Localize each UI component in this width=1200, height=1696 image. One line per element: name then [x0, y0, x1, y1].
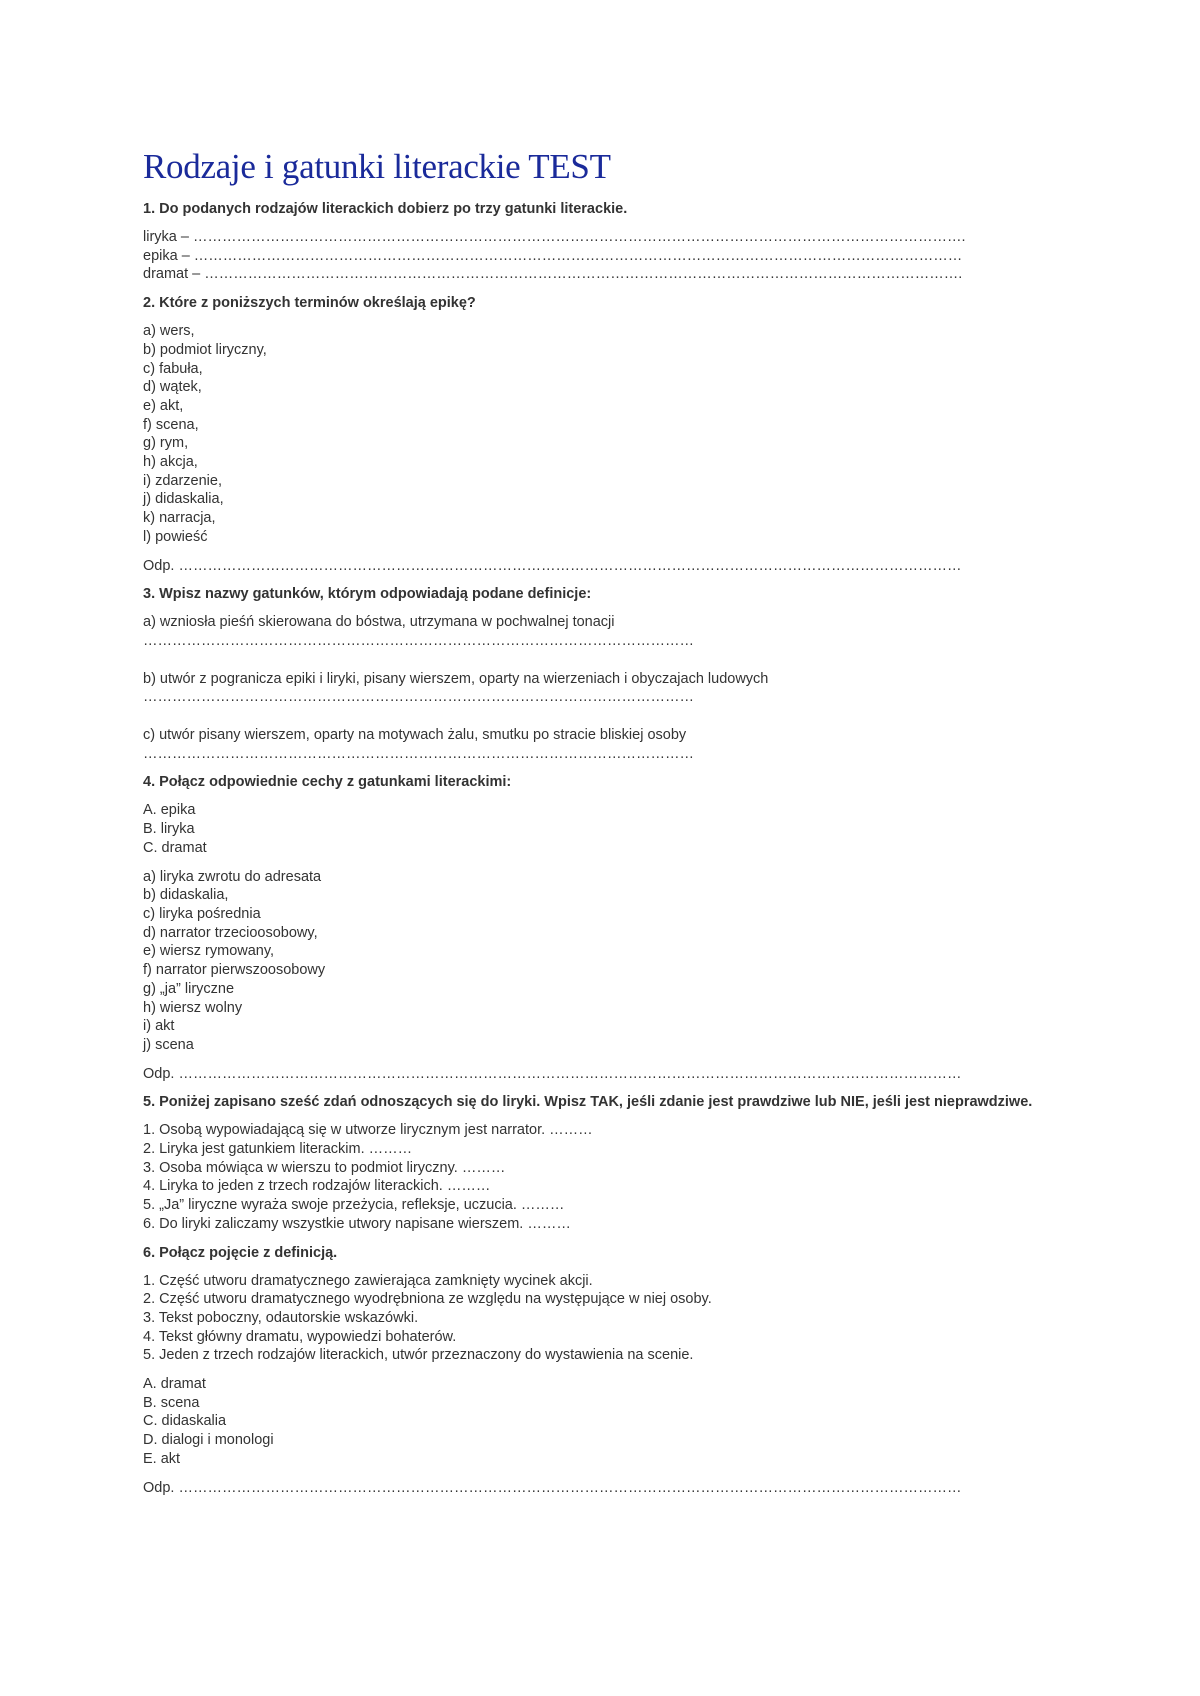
- question-4-features: [143, 868, 1043, 1055]
- feature-item: i) akt: [143, 1018, 175, 1035]
- sentence-item: 5. „Ja” liryczne wyraża swoje przeżycia, refleksje, uczucia. ………: [143, 1197, 565, 1214]
- answer-line: ……………………………………………………………………………………………………: [143, 632, 694, 649]
- kind-item: B. liryka: [143, 821, 195, 838]
- option-item: l) powieść: [143, 528, 208, 545]
- answer-line: ……………………………………………………………………………………………………: [143, 689, 694, 706]
- sentence-item: 4. Liryka to jeden z trzech rodzajów literackich. ………: [143, 1178, 491, 1195]
- answer-line: Odp. ………………………………………………………………………………………………………………………………………………: [143, 1479, 962, 1496]
- answer-line-dramat: dramat – ………………………………………………………………………………………………………………………………………….: [143, 266, 963, 283]
- option-item: d) wątek,: [143, 379, 202, 396]
- question-6-answer: [143, 1479, 1043, 1498]
- feature-item: a) liryka zwrotu do adresata: [143, 868, 322, 885]
- sentence-item: 2. Liryka jest gatunkiem literackim. ………: [143, 1141, 413, 1158]
- question-3-item-a: [143, 613, 1043, 650]
- feature-item: e) wiersz rymowany,: [143, 943, 275, 960]
- term-item: D. dialogi i monologi: [143, 1432, 274, 1449]
- question-3-heading: 3. Wpisz nazwy gatunków, którym odpowiadają podane definicje:: [143, 586, 592, 603]
- feature-item: c) liryka pośrednia: [143, 905, 261, 922]
- term-item: B. scena: [143, 1394, 200, 1411]
- question-3-item-b: [143, 670, 1043, 707]
- definition-text: c) utwór pisany wierszem, oparty na motywach żalu, smutku po stracie bliskiej osoby: [143, 727, 687, 744]
- question-4-answer: [143, 1065, 1043, 1084]
- feature-item: g) „ja” liryczne: [143, 980, 235, 997]
- feature-item: j) scena: [143, 1036, 194, 1053]
- answer-line: Odp. ………………………………………………………………………………………………………………………………………………: [143, 557, 962, 574]
- question-6-definitions: [143, 1272, 1043, 1366]
- answer-line: Odp. ………………………………………………………………………………………………………………………………………………: [143, 1065, 962, 1082]
- option-item: f) scena,: [143, 416, 199, 433]
- test-content: [143, 146, 1043, 1507]
- definition-item: 1. Część utworu dramatycznego zawierająca zamknięty wycinek akcji.: [143, 1272, 593, 1289]
- sentence-item: 6. Do liryki zaliczamy wszystkie utwory napisane wierszem. ………: [143, 1215, 571, 1232]
- option-item: j) didaskalia,: [143, 491, 224, 508]
- question-2-heading: 2. Które z poniższych terminów określają epikę?: [143, 295, 476, 312]
- option-item: a) wers,: [143, 323, 195, 340]
- question-1-lines: [143, 228, 1043, 284]
- term-item: A. dramat: [143, 1376, 206, 1393]
- option-item: g) rym,: [143, 435, 189, 452]
- feature-item: f) narrator pierwszoosobowy: [143, 962, 326, 979]
- question-6-terms: [143, 1375, 1043, 1469]
- question-5-sentences: [143, 1121, 1043, 1233]
- feature-item: h) wiersz wolny: [143, 999, 243, 1016]
- question-6-heading: 6. Połącz pojęcie z definicją.: [143, 1244, 338, 1261]
- question-4-kinds: [143, 801, 1043, 857]
- term-item: C. didaskalia: [143, 1413, 227, 1430]
- question-4-heading: 4. Połącz odpowiednie cechy z gatunkami literackimi:: [143, 774, 512, 791]
- sentence-item: 1. Osobą wypowiadającą się w utworze lirycznym jest narrator. ………: [143, 1122, 593, 1139]
- answer-line-epika: epika – ……………………………………………………………………………………………………………………………………………: [143, 247, 963, 264]
- definition-item: 5. Jeden z trzech rodzajów literackich, utwór przeznaczony do wystawienia na scenie.: [143, 1347, 694, 1364]
- kind-item: A. epika: [143, 802, 196, 819]
- question-2-answer: [143, 557, 1043, 576]
- definition-text: a) wzniosła pieśń skierowana do bóstwa, utrzymana w pochwalnej tonacji: [143, 614, 615, 631]
- option-item: b) podmiot liryczny,: [143, 341, 267, 358]
- question-5-heading: 5. Poniżej zapisano sześć zdań odnoszących się do liryki. Wpisz TAK, jeśli zdanie jest prawdziwe lub NIE, jeśli jest nieprawdziwe.: [143, 1094, 1033, 1111]
- option-item: c) fabuła,: [143, 360, 203, 377]
- option-item: k) narracja,: [143, 510, 216, 527]
- question-3-item-c: [143, 726, 1043, 763]
- definition-item: 4. Tekst główny dramatu, wypowiedzi bohaterów.: [143, 1328, 457, 1345]
- sentence-item: 3. Osoba mówiąca w wierszu to podmiot liryczny. ………: [143, 1159, 506, 1176]
- question-2-options: [143, 322, 1043, 546]
- feature-item: b) didaskalia,: [143, 887, 229, 904]
- definition-item: 3. Tekst poboczny, odautorskie wskazówki.: [143, 1309, 419, 1326]
- term-item: E. akt: [143, 1450, 181, 1467]
- definition-text: b) utwór z pogranicza epiki i liryki, pisany wierszem, oparty na wierzeniach i obyczajach ludowych: [143, 670, 769, 687]
- question-1-heading: 1. Do podanych rodzajów literackich dobierz po trzy gatunki literackie.: [143, 201, 628, 217]
- answer-line-liryka: liryka – …………………………………………………………………………………………………………………………………………….: [143, 229, 966, 245]
- feature-item: d) narrator trzecioosobowy,: [143, 924, 318, 941]
- option-item: i) zdarzenie,: [143, 472, 222, 489]
- kind-item: C. dramat: [143, 839, 207, 856]
- page-title: Rodzaje i gatunki literackie TEST: [143, 147, 611, 186]
- option-item: e) akt,: [143, 397, 184, 414]
- option-item: h) akcja,: [143, 454, 198, 471]
- definition-item: 2. Część utworu dramatycznego wyodrębniona ze względu na występujące w niej osoby.: [143, 1291, 712, 1308]
- answer-line: ……………………………………………………………………………………………………: [143, 745, 694, 762]
